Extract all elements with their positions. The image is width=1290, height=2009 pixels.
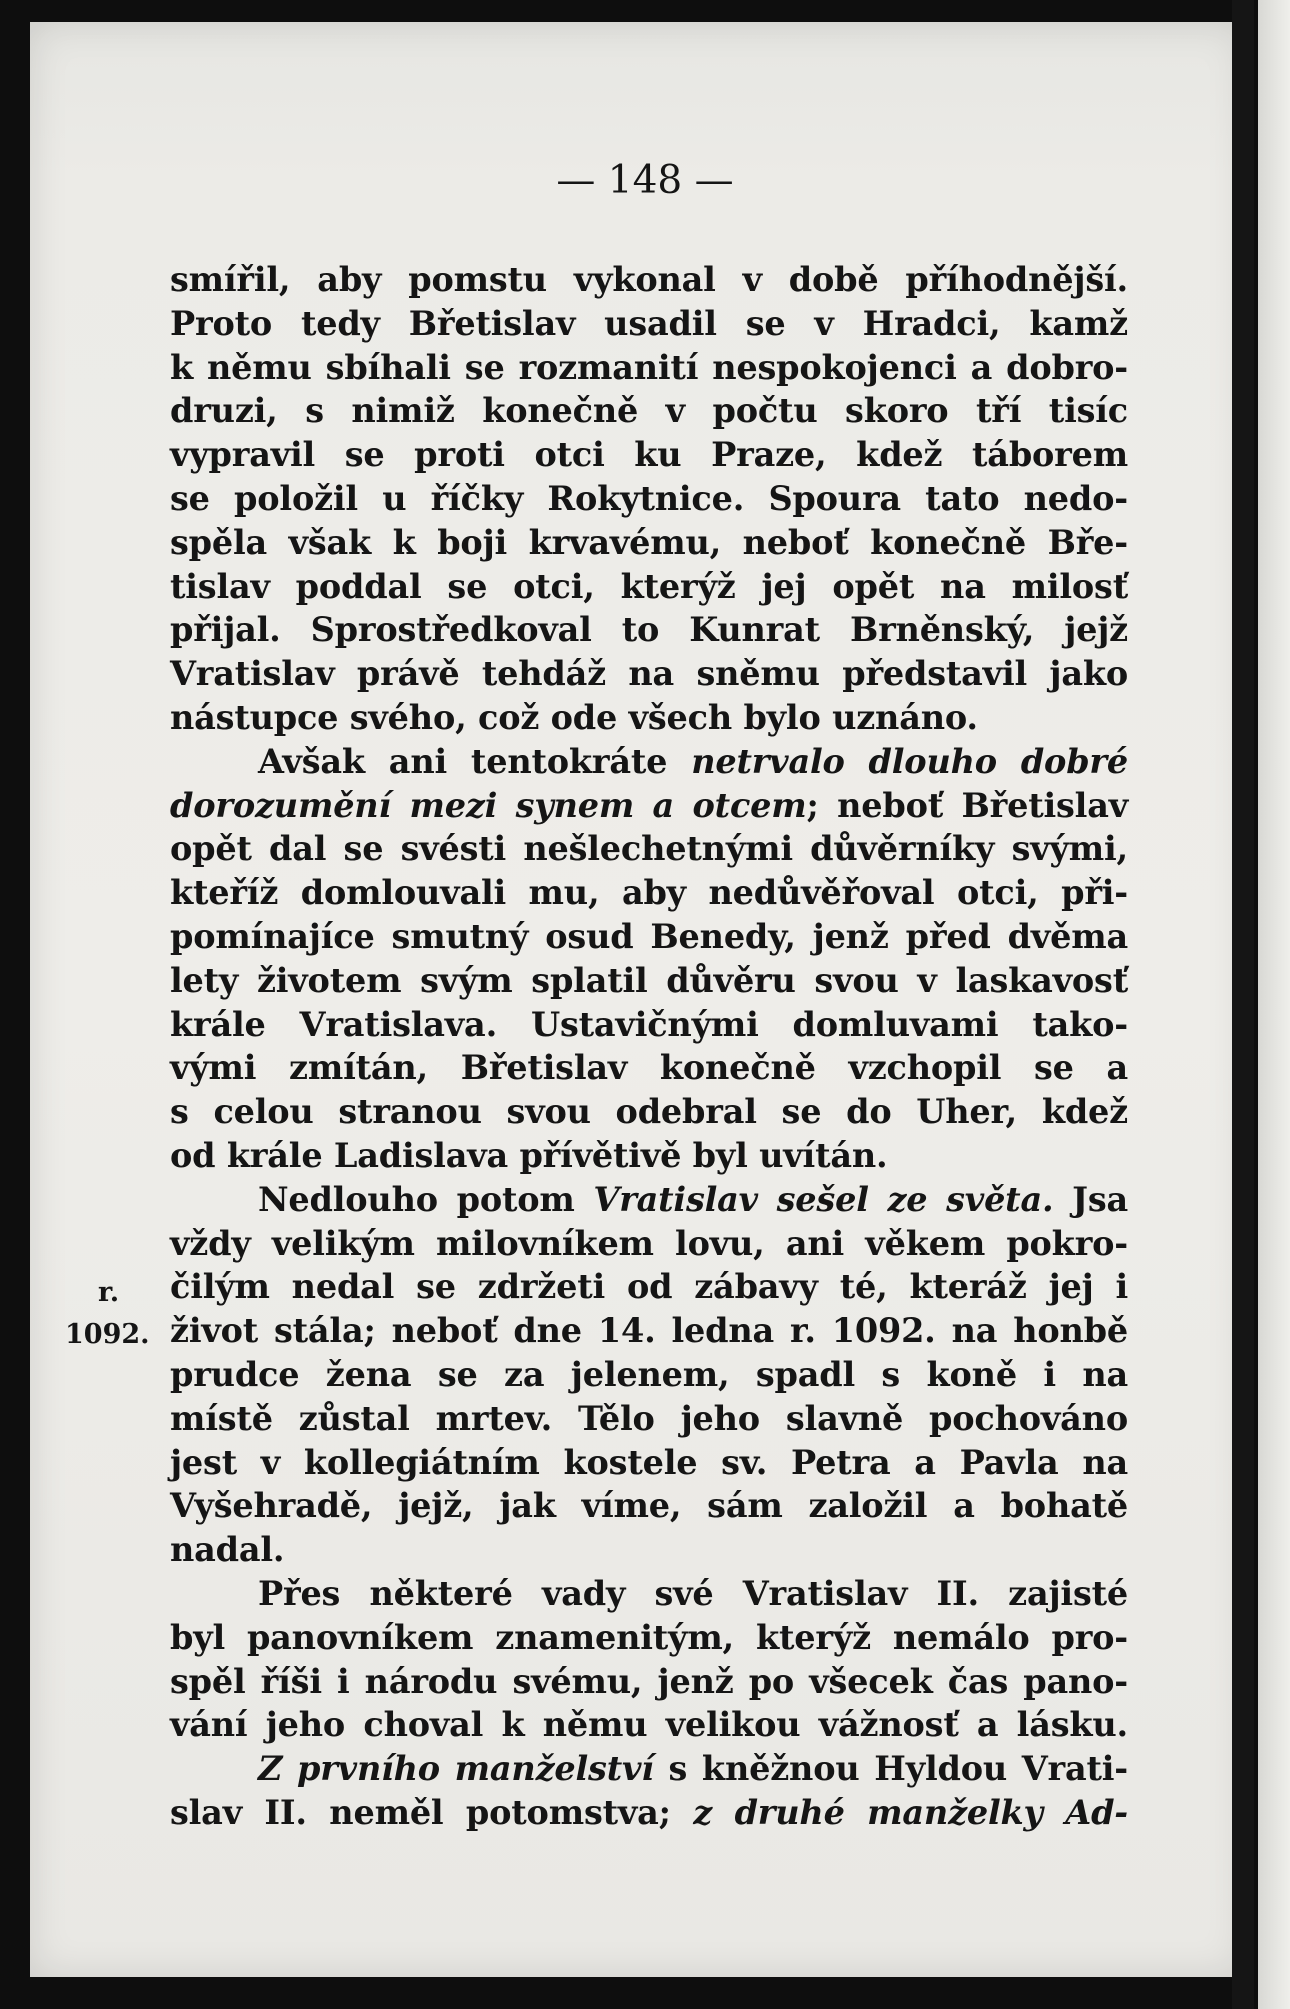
text-line: se položil u říčky Rokytnice. Spoura tato nedo- [170, 478, 1128, 518]
text-run: s kněžnou Hyldou Vrati- [653, 1749, 1129, 1789]
text-line: čilým nedal se zdržeti od zábavy té, kteráž jej i [170, 1267, 1128, 1307]
emphasis-run: Vratislav sešel ze světa. [593, 1179, 1054, 1219]
text-line: Vratislav právě tehdáž na sněmu představil jako [170, 654, 1128, 694]
text-line: opět dal se svésti nešlechetnými důvěrníky svými, [170, 829, 1128, 869]
text-line: byl panovníkem znamenitým, kterýž nemálo pro- [170, 1617, 1128, 1657]
body-text [170, 258, 1128, 1835]
text-line: tislav poddal se otci, kterýž jej opět na milosť [170, 566, 1128, 606]
text-run: slav II. neměl potomstva; [170, 1792, 694, 1832]
text-line [170, 1791, 1128, 1835]
text-line: pomínajíce smutný osud Benedy, jenž před dvěma [170, 916, 1128, 956]
text-run: Nedlouho potom [258, 1179, 594, 1219]
text-line [170, 740, 1128, 784]
text-line: nadal. [170, 1530, 285, 1570]
text-line: druzi, s nimiž konečně v počtu skoro tří tisíc [170, 391, 1128, 431]
text-line: Přes některé vady své Vratislav II. zajisté [258, 1573, 1128, 1613]
text-line: jest v kollegiátním kostele sv. Petra a Pavla na [170, 1442, 1128, 1482]
book-binding-shadow [1232, 0, 1254, 2009]
text-line: vání jeho choval k němu velikou vážnosť a lásku. [170, 1705, 1128, 1745]
text-run: Jsa [1053, 1179, 1128, 1219]
text-line: prudce žena se za jelenem, spadl s koně i na [170, 1354, 1128, 1394]
emphasis-run: netrvalo dlouho dobré [691, 741, 1128, 781]
text-line: smířil, aby pomstu vykonal v době příhodnější. [170, 260, 1128, 299]
text-run: ; neboť Břetislav [806, 785, 1128, 825]
text-line: spěla však k boji krvavému, neboť konečně Bře- [170, 522, 1128, 562]
text-run: Avšak ani tentokráte [258, 741, 692, 781]
text-line: k němu sbíhali se rozmanití nespokojenci a dobro- [170, 347, 1128, 387]
emphasis-run: z druhé manželky Ad- [693, 1792, 1128, 1832]
text-line: život stála; neboť dne 14. ledna r. 1092. na honbě [170, 1311, 1128, 1351]
text-line [170, 784, 1128, 828]
text-line: místě zůstal mrtev. Tělo jeho slavně pochováno [170, 1398, 1128, 1438]
text-line: s celou stranou svou odebral se do Uher, kdež [170, 1092, 1128, 1132]
text-line: přijal. Sprostředkoval to Kunrat Brněnský, jejž [170, 610, 1128, 650]
text-line: od krále Ladislava přívětivě byl uvítán. [170, 1135, 888, 1175]
text-line: spěl říši i národu svému, jenž po všecek čas pano- [170, 1661, 1128, 1701]
text-line: Vyšehradě, jejž, jak víme, sám založil a bohatě [170, 1486, 1128, 1526]
text-line: Proto tedy Břetislav usadil se v Hradci, kamž [170, 303, 1128, 343]
text-line: lety životem svým splatil důvěru svou v laskavosť [170, 960, 1128, 1000]
text-line: vždy velikým milovníkem lovu, ani věkem pokro- [170, 1223, 1128, 1263]
text-line: vypravil se proti otci ku Praze, kdež táborem [170, 435, 1128, 475]
emphasis-run: Z prvního manželství [258, 1749, 654, 1789]
text-line [170, 1747, 1128, 1791]
margin-note-prefix: r. [98, 1277, 120, 1308]
text-line: vými zmítán, Břetislav konečně vzchopil se a [170, 1048, 1128, 1088]
text-line: krále Vratislava. Ustavičnými domluvami tako- [170, 1004, 1128, 1044]
margin-note-year: 1092. [65, 1319, 150, 1350]
emphasis-run: dorozumění mezi synem a otcem [170, 785, 807, 825]
text-line: kteříž domlouvali mu, aby nedůvěřoval otci, při- [170, 873, 1128, 913]
text-line [170, 1178, 1128, 1222]
next-page-edge [1258, 0, 1290, 2009]
page-number: — 148 — [556, 158, 734, 203]
text-line: nástupce svého, což ode všech bylo uznáno. [170, 697, 978, 737]
